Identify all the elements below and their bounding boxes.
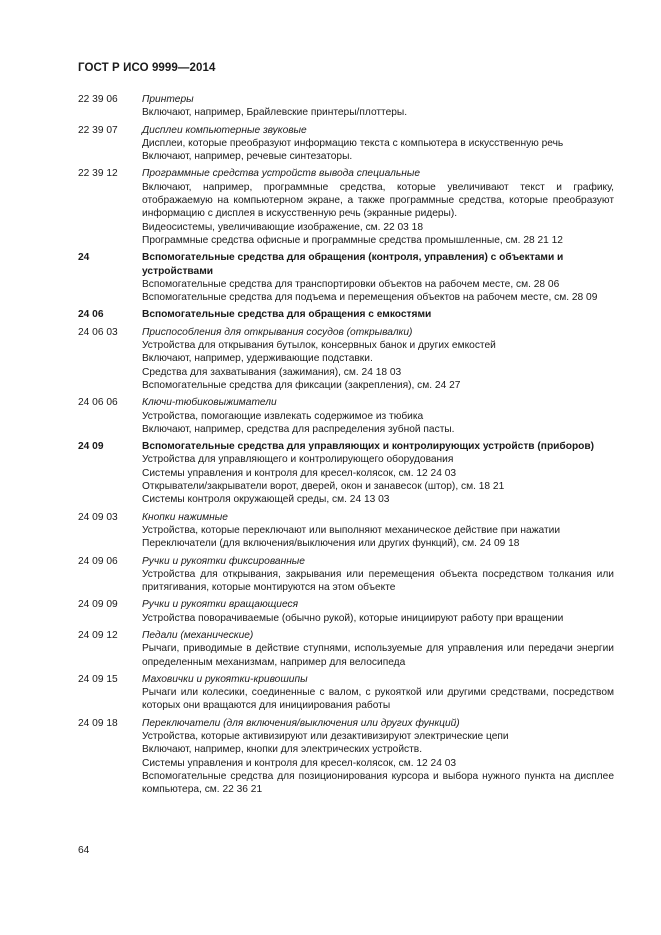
entry-title: Ключи-тюбиковыжиматели <box>142 397 277 409</box>
entry-body <box>142 673 614 713</box>
entry-body <box>142 308 614 321</box>
entry-description-line: Включают, например, программные средства, которые увеличивают текст и графику, отображаемую на компьютерном экране, а также программные средства, которые преобразуют информацию с дисплея в искусственную речь (экранные ридеры). <box>142 181 614 220</box>
entry-code: 24 09 06 <box>78 555 118 567</box>
entry-title: Дисплеи компьютерные звуковые <box>142 124 307 136</box>
entry-description-line: Системы управления и контроля для кресел-колясок, см. 12 24 03 <box>142 757 457 769</box>
entry-code: 24 09 18 <box>78 717 118 729</box>
entry-code: 24 06 06 <box>78 397 118 409</box>
entry-body <box>142 124 614 164</box>
entry-title: Переключатели (для включения/выключения или других функций) <box>142 717 460 729</box>
entry-code: 24 06 03 <box>78 326 118 338</box>
entry-title: Приспособления для открывания сосудов (открывалки) <box>142 326 413 338</box>
entry-description-line: Вспомогательные средства для позиционирования курсора и выбора нужного пункта на дисплее компьютера, см. 22 36 21 <box>142 770 614 796</box>
entry-description-line: Устройства для открывания бутылок, консервных банок и других емкостей <box>142 340 496 352</box>
entry-description-line: Переключатели (для включения/выключения или других функций), см. 24 09 18 <box>142 538 520 550</box>
page-number: 64 <box>78 845 90 856</box>
entry-description-line: Устройства, которые переключают или выполняют механическое действие при нажатии <box>142 524 561 536</box>
classification-entry <box>78 598 614 625</box>
entry-description-line: Устройства для управляющего и контролирующего оборудования <box>142 454 454 466</box>
classification-entry <box>78 440 614 506</box>
classification-entry <box>78 251 614 304</box>
entry-title: Ручки и рукоятки вращающиеся <box>142 599 299 611</box>
entry-description-line: Вспомогательные средства для подъема и перемещения объектов на рабочем месте, см. 28 09 <box>142 292 598 304</box>
entry-title: Вспомогательные средства для обращения с емкостями <box>142 309 432 321</box>
entry-description-line: Устройства, которые активизируют или дезактивизируют электрические цепи <box>142 731 509 743</box>
classification-entry <box>78 326 614 392</box>
classification-entry <box>78 555 614 595</box>
entry-code: 24 09 12 <box>78 629 118 641</box>
entry-title: Педали (механические) <box>142 629 254 641</box>
entry-description-line: Открыватели/закрыватели ворот, дверей, окон и занавесок (штор), см. 18 21 <box>142 481 505 493</box>
classification-entry <box>78 93 614 120</box>
entry-description-line: Включают, например, Брайлевские принтеры/плоттеры. <box>142 107 408 119</box>
entry-code: 22 39 06 <box>78 94 118 105</box>
entry-title: Кнопки нажимные <box>142 511 228 523</box>
entry-code: 24 06 <box>78 309 104 321</box>
entry-description-line: Рычаги, приводимые в действие ступнями, используемые для управления или передачи энергии определенным механизмам, например для велосипеда <box>142 643 614 668</box>
entry-body <box>142 396 614 436</box>
entry-title: Маховички и рукоятки-кривошипы <box>142 673 308 685</box>
entry-description-line: Устройства, помогающие извлекать содержимое из тюбика <box>142 410 424 422</box>
entry-description-line: Системы контроля окружающей среды, см. 24 13 03 <box>142 494 390 506</box>
entry-description-line: Включают, например, кнопки для электрических устройств. <box>142 744 423 756</box>
entry-body <box>142 555 614 595</box>
entry-description-line: Вспомогательные средства для фиксации (закрепления), см. 24 27 <box>142 379 461 391</box>
entry-body <box>142 326 614 392</box>
entry-body <box>142 511 614 551</box>
entry-body <box>142 251 614 304</box>
classification-list <box>78 93 614 801</box>
entry-title: Принтеры <box>142 94 194 105</box>
entry-description-line: Устройства для открывания, закрывания или перемещения объекта посредством толкания или притягивания, которые монтируются на этом объекте <box>142 568 614 594</box>
entry-body <box>142 598 614 625</box>
entry-description-line: Системы управления и контроля для кресел-колясок, см. 12 24 03 <box>142 467 457 479</box>
classification-entry <box>78 396 614 436</box>
entry-description-line: Дисплеи, которые преобразуют информацию текста с компьютера в искусственную речь <box>142 137 564 149</box>
classification-entry <box>78 717 614 797</box>
entry-body <box>142 629 614 669</box>
entry-title: Программные средства устройств вывода специальные <box>142 168 421 180</box>
entry-body <box>142 93 614 120</box>
document-header: ГОСТ Р ИСО 9999—2014 <box>78 62 216 74</box>
entry-title: Ручки и рукоятки фиксированные <box>142 555 305 567</box>
entry-description-line: Вспомогательные средства для транспортировки объектов на рабочем месте, см. 28 06 <box>142 278 560 290</box>
entry-body <box>142 440 614 506</box>
entry-code: 24 09 09 <box>78 599 118 611</box>
entry-description-line: Устройства поворачиваемые (обычно рукой), которые инициируют работу при вращении <box>142 612 564 624</box>
entry-code: 22 39 07 <box>78 124 118 136</box>
entry-code: 24 09 <box>78 441 104 453</box>
entry-description-line: Видеосистемы, увеличивающие изображение, см. 22 03 18 <box>142 221 423 233</box>
entry-description-line: Включают, например, средства для распределения зубной пасты. <box>142 423 455 435</box>
entry-description-line: Программные средства офисные и программные средства промышленные, см. 28 21 12 <box>142 234 563 246</box>
classification-entry <box>78 673 614 713</box>
entry-code: 24 <box>78 252 90 264</box>
classification-entry <box>78 124 614 164</box>
entry-description-line: Включают, например, речевые синтезаторы. <box>142 151 353 163</box>
classification-entry <box>78 511 614 551</box>
entry-description-line: Средства для захватывания (зажимания), см. 24 18 03 <box>142 366 402 378</box>
classification-entry <box>78 308 614 321</box>
entry-title: Вспомогательные средства для управляющих и контролирующих устройств (приборов) <box>142 441 595 453</box>
classification-entry <box>78 629 614 669</box>
entry-description-line: Включают, например, удерживающие подставки. <box>142 353 373 365</box>
entry-title: Вспомогательные средства для обращения (контроля, управления) с объектами и устройствами <box>142 252 564 277</box>
entry-code: 24 09 15 <box>78 673 118 685</box>
entry-code: 22 39 12 <box>78 168 118 180</box>
entry-body <box>142 167 614 247</box>
entry-description-line: Рычаги или колесики, соединенные с валом, с рукояткой или другими средствами, посредством которых они вращаются для инициирования работы <box>142 687 614 712</box>
entry-body <box>142 717 614 797</box>
entry-code: 24 09 03 <box>78 511 118 523</box>
classification-entry <box>78 167 614 247</box>
